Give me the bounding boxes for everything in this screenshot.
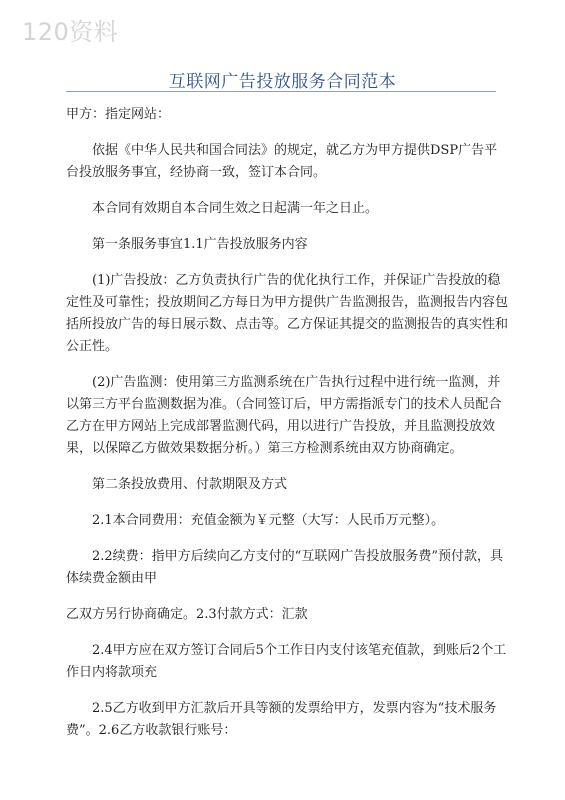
title-divider: [66, 91, 496, 92]
watermark: 120资料: [22, 18, 119, 46]
paragraph-2-4: 2.4甲方应在双方签订合同后5个工作日内支付该笔充值款，到账后2个工作日内将款项充: [66, 643, 507, 680]
party-a-line: 甲方：指定网站：: [66, 107, 171, 122]
paragraph-2-2: 2.2续费：指甲方后续向乙方支付的“互联网广告投放服务费”预付款，具体续费金额由甲: [66, 549, 503, 586]
paragraph-2-1: 2.1本合同费用：充值金额为￥元整（大写：人民币万元整）。: [92, 513, 445, 528]
paragraph-ad-monitoring: (2)广告监测：使用第三方监测系统在广告执行过程中进行统一监测，并以第三方平台监测数据为准。（合同签订后，甲方需指派专门的技术人员配合乙方在甲方网站上完成部署监测代码，用以进行广告投放，并且监测投放效果，以保障乙方做效果数据分析。）第三方检测系统由双方协商确定。: [66, 375, 502, 456]
document-body: [66, 104, 508, 756]
paragraph-2-5: 2.5乙方收到甲方汇款后开具等额的发票给甲方，发票内容为“技术服务费”。2.6乙方收款银行账号：: [66, 701, 497, 738]
paragraph-ad-delivery: (1)广告投放：乙方负责执行广告的优化执行工作，并保证广告投放的稳定性及可靠性；投放期间乙方每日为甲方提供广告监测报告，监测报告内容包括所投放广告的每日展示数、点击等。乙方保证其提交的监测报告的真实性和公正性。: [66, 273, 509, 354]
section-1-heading: 第一条服务事宜1.1广告投放服务内容: [92, 237, 308, 252]
paragraph-term: 本合同有效期自本合同生效之日起满一年之日止。: [92, 201, 379, 216]
document-title: 互联网广告投放服务合同范本: [168, 72, 397, 92]
paragraph-intro: 依据《中华人民共和国合同法》的规定，就乙方为甲方提供DSP广告平台投放服务事宜，经协商一致，签订本合同。: [66, 143, 498, 180]
section-2-heading: 第二条投放费用、付款期限及方式: [92, 477, 288, 492]
paragraph-2-2-cont: 乙双方另行协商确定。2.3付款方式：汇款: [66, 607, 308, 622]
